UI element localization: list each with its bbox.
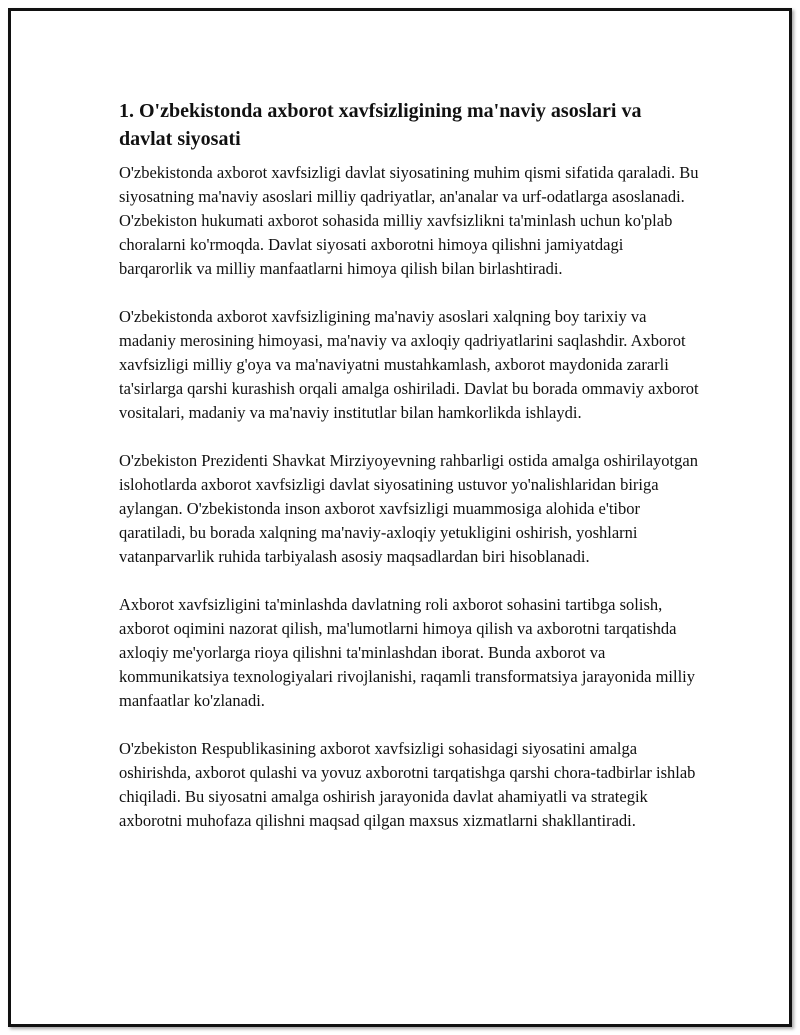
- paragraph-3: O'zbekiston Prezidenti Shavkat Mirziyoyevning rahbarligi ostida amalga oshirilayotgan islohotlarda axborot xavfsizligi davlat siyosatining ustuvor yo'nalishlaridan biriga aylangan. O'zbekistonda inson axborot xavfsizligi muammosiga alohida e'tibor qaratiladi, bu borada xalqning ma'naviy-axloqiy yetukligini oshirish, yoshlarni vatanparvarlik ruhida tarbiyalash asosiy maqsadlardan biri hisoblanadi.: [119, 451, 698, 566]
- paragraph-2: O'zbekistonda axborot xavfsizligining ma'naviy asoslari xalqning boy tarixiy va madaniy merosining himoyasi, ma'naviy va axloqiy qadriyatlarini saqlashdir. Axborot xavfsizligi milliy g'oya va ma'naviyatni mustahkamlash, axborot maydonida zararli ta'sirlarga qarshi kurashish orqali amalga oshiriladi. Davlat bu borada ommaviy axborot vositalari, madaniy va ma'naviy institutlar bilan hamkorlikda ishlaydi.: [119, 307, 699, 422]
- document-body: [119, 97, 699, 857]
- paragraph-5: O'zbekiston Respublikasining axborot xavfsizligi sohasidagi siyosatini amalga oshirishda, axborot qulashi va yovuz axborotni tarqatishga qarshi chora-tadbirlar ishlab chiqiladi. Bu siyosatni amalga oshirish jarayonida davlat ahamiyatli va strategik axborotni muhofaza qilishni maqsad qilgan maxsus xizmatlarni shakllantiradi.: [119, 739, 696, 830]
- paragraph-1: O'zbekistonda axborot xavfsizligi davlat siyosatining muhim qismi sifatida qaraladi. Bu siyosatning ma'naviy asoslari milliy qadriyatlar, an'analar va urf-odatlarga asoslanadi. O'zbekiston hukumati axborot sohasida milliy xavfsizlikni ta'minlash uchun ko'plab choralarni ko'rmoqda. Davlat siyosati axborotni himoya qilishni jamiyatdagi barqarorlik va milliy manfaatlarni himoya qilish bilan birlashtiradi.: [119, 163, 699, 278]
- document-title: 1. O'zbekistonda axborot xavfsizligining ma'naviy asoslari va davlat siyosati: [119, 100, 642, 150]
- paragraph-4: Axborot xavfsizligini ta'minlashda davlatning roli axborot sohasini tartibga solish, axborot oqimini nazorat qilish, ma'lumotlarni himoya qilish va axborotni tarqatishda axloqiy me'yorlarga rioya qilishni ta'minlashdan iborat. Bunda axborot va kommunikatsiya texnologiyalari rivojlanishi, raqamli transformatsiya jarayonida milliy manfaatlar ko'zlanadi.: [119, 595, 695, 710]
- document-page: [8, 8, 792, 1027]
